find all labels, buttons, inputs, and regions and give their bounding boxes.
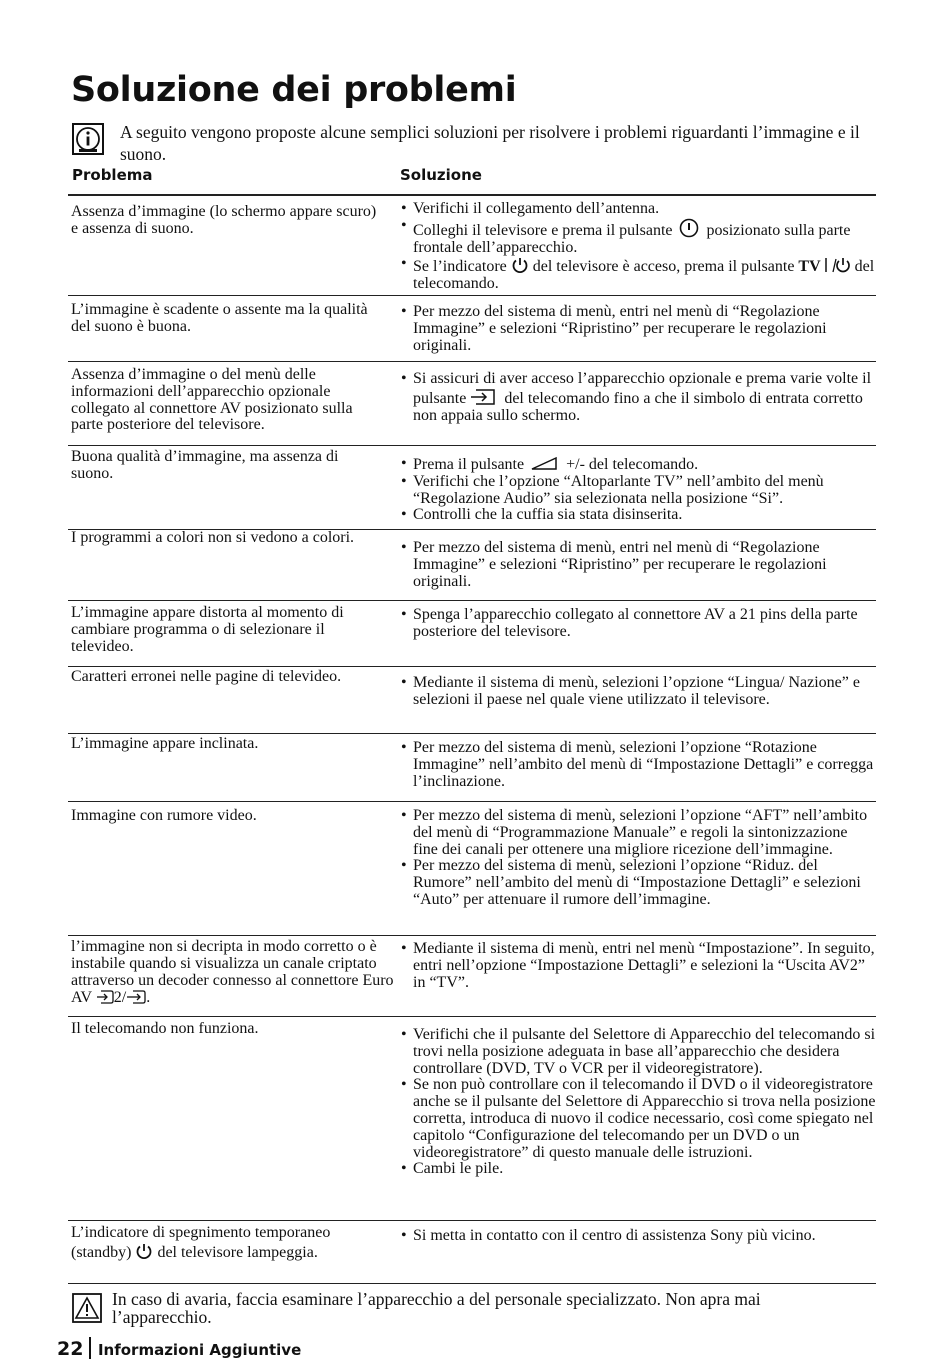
table-row [68, 296, 876, 362]
solution-item: • Verifichi che l’opzione “Altoparlante TV” nell’ambito del menù “Regolazione Audio” sia selezionata nella posizione “Si”. [401, 474, 876, 508]
table-row [68, 196, 876, 296]
solution-item: • Mediante il sistema di menù, selezioni l’opzione “Lingua/ Nazione” e selezioni il paese nel quale viene utilizzato il televisore. [401, 675, 876, 709]
problem-text: L’immagine appare distorta al momento di cambiare programma o di selezionare il televideo. [71, 604, 344, 655]
table-row [68, 936, 876, 1017]
solution-list [401, 201, 876, 293]
table-row [68, 362, 876, 446]
column-header-problem: Problema [72, 166, 153, 184]
problem-text: Assenza d’immagine o del menù delle informazioni dell’apparecchio opzionale collegato al connettore AV posizionato sulla parte posteriore del televisore. [71, 366, 353, 434]
solution-item: • Cambi le pile. [401, 1161, 876, 1178]
table-row [68, 446, 876, 530]
solution-list [401, 540, 876, 590]
table-row [68, 802, 876, 936]
page-title: Soluzione dei problemi [71, 70, 517, 110]
power-indicator-icon [135, 1242, 153, 1260]
problem-text: Caratteri erronei nelle pagine di televideo. [71, 668, 342, 685]
problem-text: l’immagine non si decripta in modo corretto o è instabile quando si visualizza un canale criptato attraverso un decoder connesso al connettore Euro AV 2/ . [71, 938, 394, 1007]
standby-icon [821, 256, 851, 274]
table-row [68, 667, 876, 734]
power-indicator-icon [511, 256, 529, 274]
solution-list [401, 456, 876, 524]
problem-text: L’immagine appare inclinata. [71, 735, 259, 752]
table-row [68, 1221, 876, 1284]
solution-item: • Per mezzo del sistema di menù, entri nel menù di “Regolazione Immagine” e selezioni “Ripristino” per recuperare le regolazioni originali. [401, 304, 876, 354]
table-row [68, 734, 876, 802]
problem-text: L’immagine è scadente o assente ma la qualità del suono è buona. [71, 301, 368, 335]
av-out-icon [126, 989, 146, 1005]
warning-text: In caso di avaria, faccia esaminare l’apparecchio a del personale specializzato. Non apra mai l’apparecchio. [112, 1289, 761, 1327]
problem-text: Assenza d’immagine (lo schermo appare scuro) e assenza di suono. [71, 203, 377, 237]
table-row [68, 601, 876, 667]
volume-icon [528, 456, 562, 472]
problem-text: Buona qualità d’immagine, ma assenza di suono. [71, 448, 339, 482]
solution-item: • Mediante il sistema di menù, entri nel menù “Impostazione”. In seguito, entri nell’opzione “Impostazione Dettagli” e selezioni la “Uscita AV2” in “TV”. [401, 941, 876, 991]
solution-item: • Verifichi il collegamento dell’antenna. [401, 201, 876, 218]
solution-list [401, 371, 876, 424]
solution-item: • Controlli che la cuffia sia stata disinserita. [401, 507, 876, 524]
problem-text: Immagine con rumore video. [71, 807, 257, 824]
solution-list [401, 607, 876, 641]
solution-item: • Si metta in contatto con il centro di assistenza Sony più vicino. [401, 1228, 876, 1245]
solution-list [401, 1027, 876, 1178]
solution-item: • Spenga l’apparecchio collegato al connettore AV a 21 pins della parte posteriore del televisore. [401, 607, 876, 641]
solution-item: • Colleghi il televisore e prema il pulsante posizionato sulla parte frontale dell’apparecchio. [401, 218, 876, 257]
row-divider [68, 1283, 876, 1285]
table-row [68, 1017, 876, 1221]
solution-item: • Per mezzo del sistema di menù, selezioni l’opzione “AFT” nell’ambito del menù di “Programmazione Manuale” e regoli la sintonizzazione fine dei canali per ottenere una migliore ricezione dell’immagine. [401, 808, 876, 858]
solution-item: • Se l’indicatore del televisore è acceso, prema il pulsante TV del telecomando. [401, 256, 876, 293]
problem-text: I programmi a colori non si vedono a colori. [71, 529, 355, 546]
problem-text: L’indicatore di spegnimento temporaneo (standby) del televisore lampeggia. [71, 1224, 331, 1261]
solution-item: • Per mezzo del sistema di menù, entri nel menù di “Regolazione Immagine” e selezioni “Ripristino” per recuperare le regolazioni originali. [401, 540, 876, 590]
solution-item: • Prema il pulsante +/- del telecomando. [401, 456, 876, 474]
solution-item: • Si assicuri di aver acceso l’apparecchio opzionale e prema varie volte il pulsante del telecomando fino a che il simbolo di entrata corretto non appaia sullo schermo. [401, 371, 876, 424]
table-row [68, 530, 876, 601]
solution-list [401, 304, 876, 354]
solution-list [401, 941, 876, 991]
footer-divider [89, 1337, 91, 1359]
page-number: 22 [57, 1338, 84, 1360]
column-header-solution: Soluzione [400, 166, 482, 184]
solution-list [401, 808, 876, 909]
section-name: Informazioni Aggiuntive [97, 1341, 302, 1359]
solution-item: • Verifichi che il pulsante del Selettore di Apparecchio del telecomando si trovi nella posizione adeguata in base all’apparecchio che desidera controllare (DVD, TV o VCR per il videoregistratore). [401, 1027, 876, 1077]
input-select-icon [470, 388, 500, 406]
solution-item: • Se non può controllare con il telecomando il DVD o il videoregistratore anche se il pulsante del Selettore di Apparecchio si trova nella posizione corretta, introduca di nuovo il codice necessario, così come spiegato nel capitolo “Configurazione del telecomando per un DVD o un videoregistratore” di questo manuale delle istruzioni. [401, 1077, 876, 1161]
power-button-icon [676, 218, 702, 238]
solution-item: • Per mezzo del sistema di menù, selezioni l’opzione “Rotazione Immagine” nell’ambito del menù di “Impostazione Dettagli” e corregga l’inclinazione. [401, 740, 876, 790]
warning-icon [72, 1293, 102, 1323]
av-in-icon [96, 989, 114, 1005]
info-icon [72, 123, 104, 155]
solution-list [401, 675, 876, 709]
solution-item: • Per mezzo del sistema di menù, selezioni l’opzione “Riduz. del Rumore” nell’ambito del menù di “Impostazione Dettagli” e selezioni “Auto” per attenuare il rumore dell’immagine. [401, 858, 876, 908]
solution-list [401, 1228, 876, 1245]
intro-text: A seguito vengono proposte alcune semplici soluzioni per risolvere i problemi riguardanti l’immagine e il suono. [120, 122, 860, 164]
solution-list [401, 740, 876, 790]
problem-text: Il telecomando non funziona. [71, 1020, 259, 1037]
page-footer [57, 1337, 301, 1360]
